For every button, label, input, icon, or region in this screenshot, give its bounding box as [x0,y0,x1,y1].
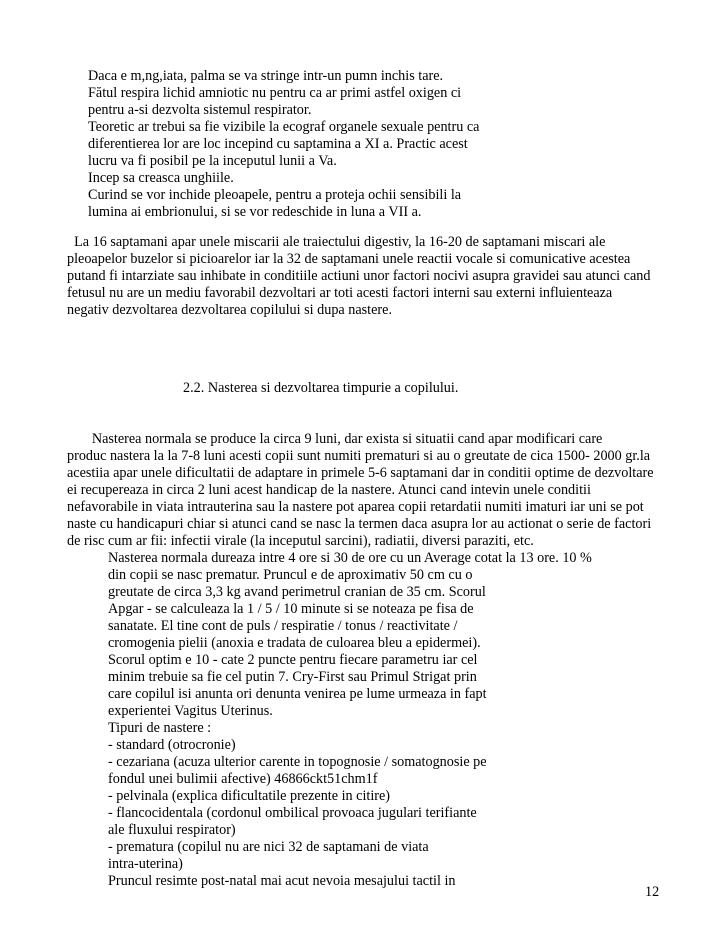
text-line: Teoretic ar trebui sa fie vizibile la ecograf organele sexuale pentru ca [88,119,480,135]
text-line: pleoapelor buzelor si picioarelor iar la 32 de saptamani unele reactii vocale si comunicative acestea [67,251,631,267]
text-line: pentru a-si dezvolta sistemul respirator. [88,102,312,118]
text-line: Fătul respira lichid amniotic nu pentru ca ar primi astfel oxigen ci [88,85,462,101]
text-line: La 16 saptamani apar unele miscarii ale traiectului digestiv, la 16-20 de saptamani miscari ale [67,234,606,250]
text-line: lumina ai embrionului, si se vor redeschide in luna a VII a. [88,204,422,220]
text-line: Daca e m,ng,iata, palma se va stringe intr-un pumn inchis tare. [88,68,444,84]
text-line: experientei Vagitus Uterinus. [108,703,273,719]
text-line: ale fluxului respirator) [108,822,236,838]
section-heading: 2.2. Nasterea si dezvoltarea timpurie a copilului. [183,380,459,396]
text-line: acestiia apar unele dificultatii de adaptare in primele 5-6 saptamani dar in conditii optime de dezvoltare [67,465,654,481]
text-line: din copii se nasc prematur. Pruncul e de aproximativ 50 cm cu o [108,567,473,583]
text-line: Curind se vor inchide pleoapele, pentru a proteja ochii sensibili la [88,187,462,203]
text-line: greutate de circa 3,3 kg avand perimetrul cranian de 35 cm. Scorul [108,584,486,600]
text-line: Apgar - se calculeaza la 1 / 5 / 10 minute si se noteaza pe fisa de [108,601,474,617]
text-line: sanatate. El tine cont de puls / respiratie / tonus / reactivitate / [108,618,458,634]
text-line: fondul unei bulimii afective) 46866ckt51chm1f [108,771,378,787]
list-item: - standard (otrocronie) [108,737,236,753]
page-number: 12 [645,884,660,900]
text-line: intra-uterina) [108,856,183,872]
text-line: putand fi intarziate sau inhibate in conditiile actiuni unor factori nocivi asupra gravidei sau atunci cand [67,268,651,284]
text-line: cromogenia pielii (anoxia e tradata de culoarea bleu a epidermei). [108,635,481,651]
text-line: Tipuri de nastere : [108,720,212,736]
text-line: care copilul isi anunta ori denunta venirea pe lume urmeaza in fapt [108,686,487,702]
text-line: Incep sa creasca unghiile. [88,170,234,186]
text-line: Nasterea normala dureaza intre 4 ore si 30 de ore cu un Average cotat la 13 ore. 10 % [108,550,592,566]
text-line: Pruncul resimte post-natal mai acut nevoia mesajului tactil in [108,873,456,889]
text-line: negativ dezvoltarea dezvoltarea copilului si dupa nastere. [67,302,392,318]
list-item: - pelvinala (explica dificultatile prezente in citire) [108,788,391,804]
text-line: minim trebuie sa fie cel putin 7. Cry-First sau Primul Strigat prin [108,669,477,685]
text-line: de risc cum ar fii: infectii virale (la inceputul sarcini), radiatii, diversi paraziti, etc. [67,533,534,549]
text-line: ei recupereaza in circa 2 luni acest handicap de la nastere. Atunci cand intevin unele conditii [67,482,591,498]
text-line: produc nastera la la 7-8 luni acesti copii sunt numiti prematuri si au o greutate de cica 1500- 2000 gr.la [67,448,651,464]
text-line: lucru va fi posibil pe la inceputul lunii a Va. [88,153,337,169]
text-line: nefavorabile in viata intrauterina sau la nastere pot aparea copii retardatii numiti imaturi iar uni se pot [67,499,644,515]
text-line: naste cu handicapuri chiar si atunci cand se nasc la termen daca asupra lor au actionat o serie de factori [67,516,652,532]
text-line: fetusul nu are un mediu favorabil dezvoltari ar toti acesti factori interni sau externi influienteaza [67,285,613,301]
list-item: - prematura (copilul nu are nici 32 de saptamani de viata [108,839,429,855]
text-line: Scorul optim e 10 - cate 2 puncte pentru fiecare parametru iar cel [108,652,478,668]
text-line: Nasterea normala se produce la circa 9 luni, dar exista si situatii cand apar modificari care [67,431,603,447]
list-item: - cezariana (acuza ulterior carente in topognosie / somatognosie pe [108,754,487,770]
text-line: diferentierea lor are loc incepind cu saptamina a XI a. Practic acest [88,136,468,152]
list-item: - flancocidentala (cordonul ombilical provoaca jugulari terifiante [108,805,477,821]
